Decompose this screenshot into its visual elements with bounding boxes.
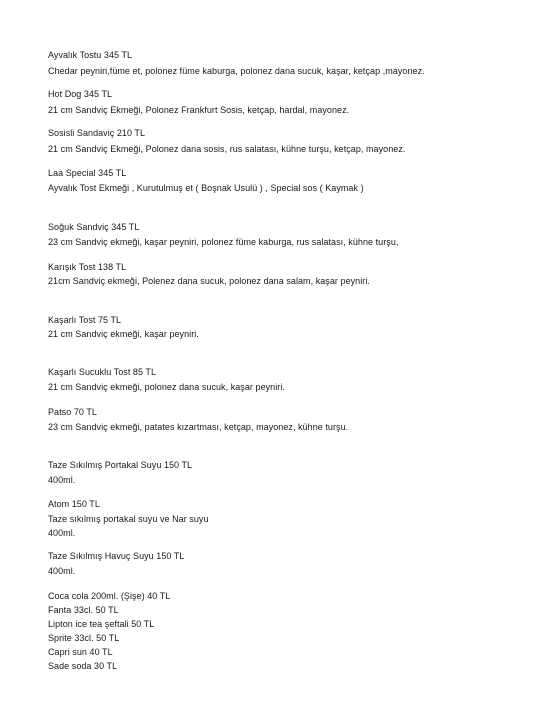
- menu-item-title: Taze Sıkılmış Havuç Suyu 150 TL: [48, 551, 185, 561]
- menu-item-title: Ayvalık Tostu 345 TL: [48, 50, 133, 60]
- menu-item-title: Karışık Tost 138 TL: [48, 262, 127, 272]
- menu-item-detail: Lipton ice tea şeftali 50 TL: [48, 619, 155, 629]
- menu-item-detail: Sprite 33cl. 50 TL: [48, 633, 120, 643]
- menu-item-detail: 400ml.: [48, 475, 76, 485]
- menu-item-detail: Chedar peyniri,füme et, polonez füme kaburga, polonez dana sucuk, kaşar, ketçap ,mayonez.: [48, 66, 425, 76]
- menu-item-detail: 21 cm Sandviç ekmeği, polonez dana sucuk, kaşar peyniri.: [48, 382, 285, 392]
- menu-item-detail: 23 cm Sandviç ekmeği, patates kızartması, ketçap, mayonez, kühne turşu.: [48, 422, 349, 432]
- menu-item-title: Hot Dog 345 TL: [48, 89, 113, 99]
- menu-item-detail: 400ml.: [48, 566, 76, 576]
- menu-item-detail: Fanta 33cl. 50 TL: [48, 605, 119, 615]
- menu-item-detail: Sade soda 30 TL: [48, 661, 118, 671]
- menu-item-detail: 400ml.: [48, 528, 76, 538]
- menu-item-detail: Ayvalık Tost Ekmeği , Kurutulmuş et ( Boşnak Usulü ) , Special sos ( Kaymak ): [48, 183, 364, 193]
- menu-item-title: Sosisli Sandaviç 210 TL: [48, 128, 146, 138]
- menu-item-title: Soğuk Sandviç 345 TL: [48, 222, 140, 232]
- menu-item-detail: 21 cm Sandviç ekmeği, kaşar peyniri.: [48, 329, 199, 339]
- menu-item-title: Kaşarlı Sucuklu Tost 85 TL: [48, 367, 157, 377]
- menu-item-detail: Taze sıkılmış portakal suyu ve Nar suyu: [48, 514, 209, 524]
- menu-item-detail: 21cm Sandviç ekmeği, Polenez dana sucuk, polonez dana salam, kaşar peyniri.: [48, 276, 370, 286]
- menu-item-detail: 23 cm Sandviç ekmeği, kaşar peyniri, polonez füme kaburga, rus salatası, kühne turşu,: [48, 237, 399, 247]
- menu-item-title: Taze Sıkılmış Portakal Suyu 150 TL: [48, 460, 193, 470]
- menu-item-title: Atom 150 TL: [48, 499, 100, 509]
- menu-item-detail: 21 cm Sandviç Ekmeği, Polonez Frankfurt Sosis, ketçap, hardal, mayonez.: [48, 105, 350, 115]
- menu-item-detail: Capri sun 40 TL: [48, 647, 113, 657]
- menu-item-title: Patso 70 TL: [48, 407, 97, 417]
- menu-item-title: Kaşarlı Tost 75 TL: [48, 315, 122, 325]
- menu-item-title: Laa Special 345 TL: [48, 168, 127, 178]
- menu-item-title: Coca cola 200ml. (Şişe) 40 TL: [48, 591, 171, 601]
- menu-item-detail: 21 cm Sandviç Ekmeği, Polonez dana sosis, rus salatası, kühne turşu, ketçap, mayonez.: [48, 144, 406, 154]
